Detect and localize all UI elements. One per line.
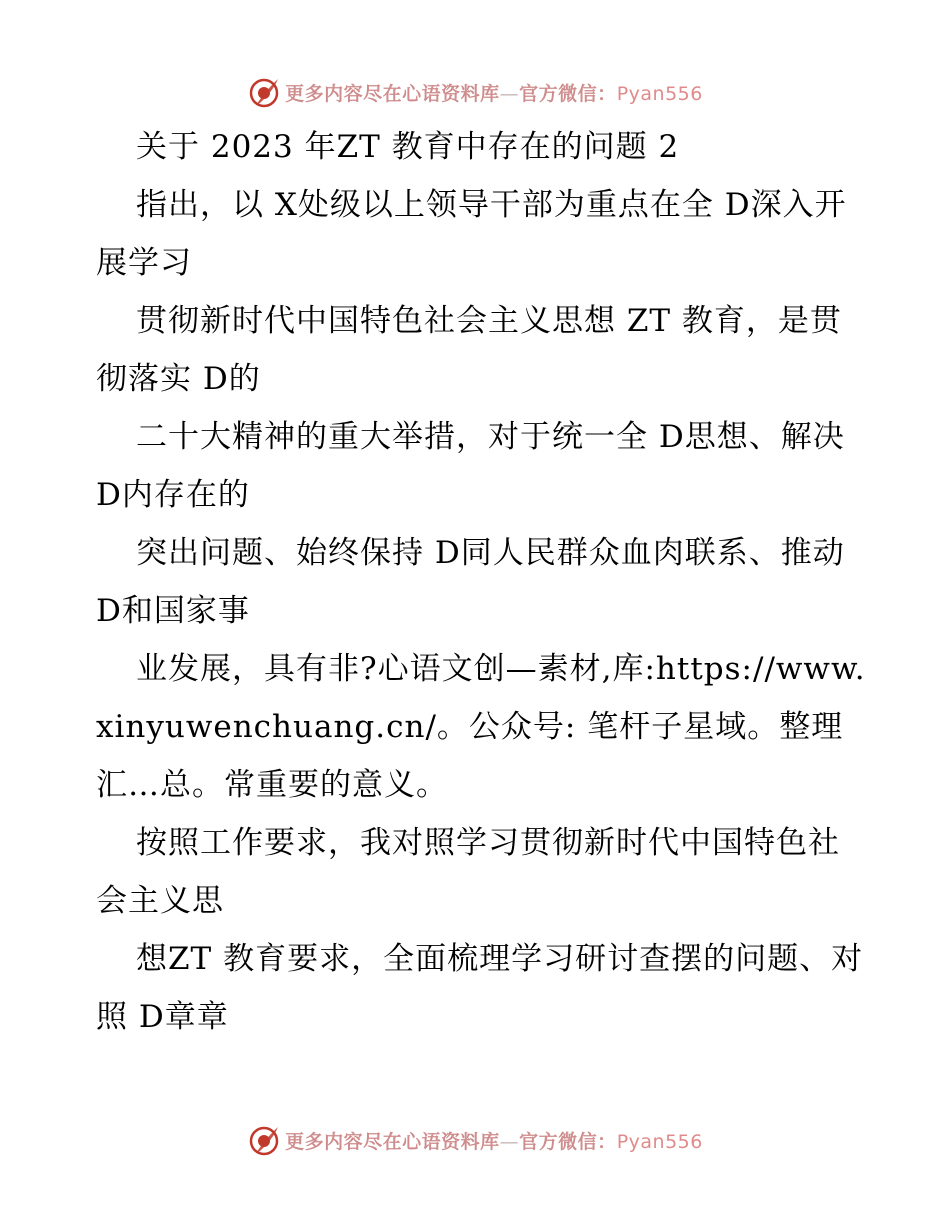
- header-banner-dash: —: [499, 82, 520, 105]
- document-body: [96, 118, 866, 1046]
- paragraph: 二十大精神的重大举措，对于统一全 D思想、解决 D内存在的: [96, 419, 845, 513]
- header-banner-main: 更多内容尽在心语资料库: [285, 82, 500, 105]
- paragraph: 指出，以 X处级以上领导干部为重点在全 D深入开展学习: [96, 187, 847, 281]
- header-banner-official: 官方微信：: [519, 82, 617, 105]
- quill-feather-seal-icon: [247, 1123, 281, 1157]
- header-banner-text: [285, 79, 703, 106]
- footer-banner-official: 官方微信：: [519, 1130, 617, 1153]
- header-banner-account: Pyan556: [616, 82, 703, 105]
- paragraph-title: 关于 2023 年ZT 教育中存在的问题 2: [136, 129, 680, 165]
- paragraph: 贯彻新时代中国特色社会主义思想 ZT 教育，是贯彻落实 D的: [96, 303, 842, 397]
- paragraph: 按照工作要求，我对照学习贯彻新时代中国特色社会主义思: [96, 825, 840, 919]
- footer-banner-dash: —: [499, 1130, 520, 1153]
- quill-feather-seal-icon: [247, 75, 281, 109]
- footer-banner-account: Pyan556: [616, 1130, 703, 1153]
- footer-banner: [0, 1120, 950, 1160]
- footer-banner-text: [285, 1127, 703, 1154]
- header-banner: [0, 72, 950, 112]
- paragraph: 突出问题、始终保持 D同人民群众血肉联系、推动 D和国家事: [96, 535, 845, 629]
- paragraph: 想ZT 教育要求，全面梳理学习研讨查摆的问题、对照 D章章: [96, 941, 864, 1035]
- paragraph-with-watermark: 业发展，具有非?心语文创—素材,库:https://www.xinyuwenchuang.cn/。公众号: 笔杆子星域。整理汇…总。常重要的意义。: [96, 651, 866, 803]
- footer-banner-main: 更多内容尽在心语资料库: [285, 1130, 500, 1153]
